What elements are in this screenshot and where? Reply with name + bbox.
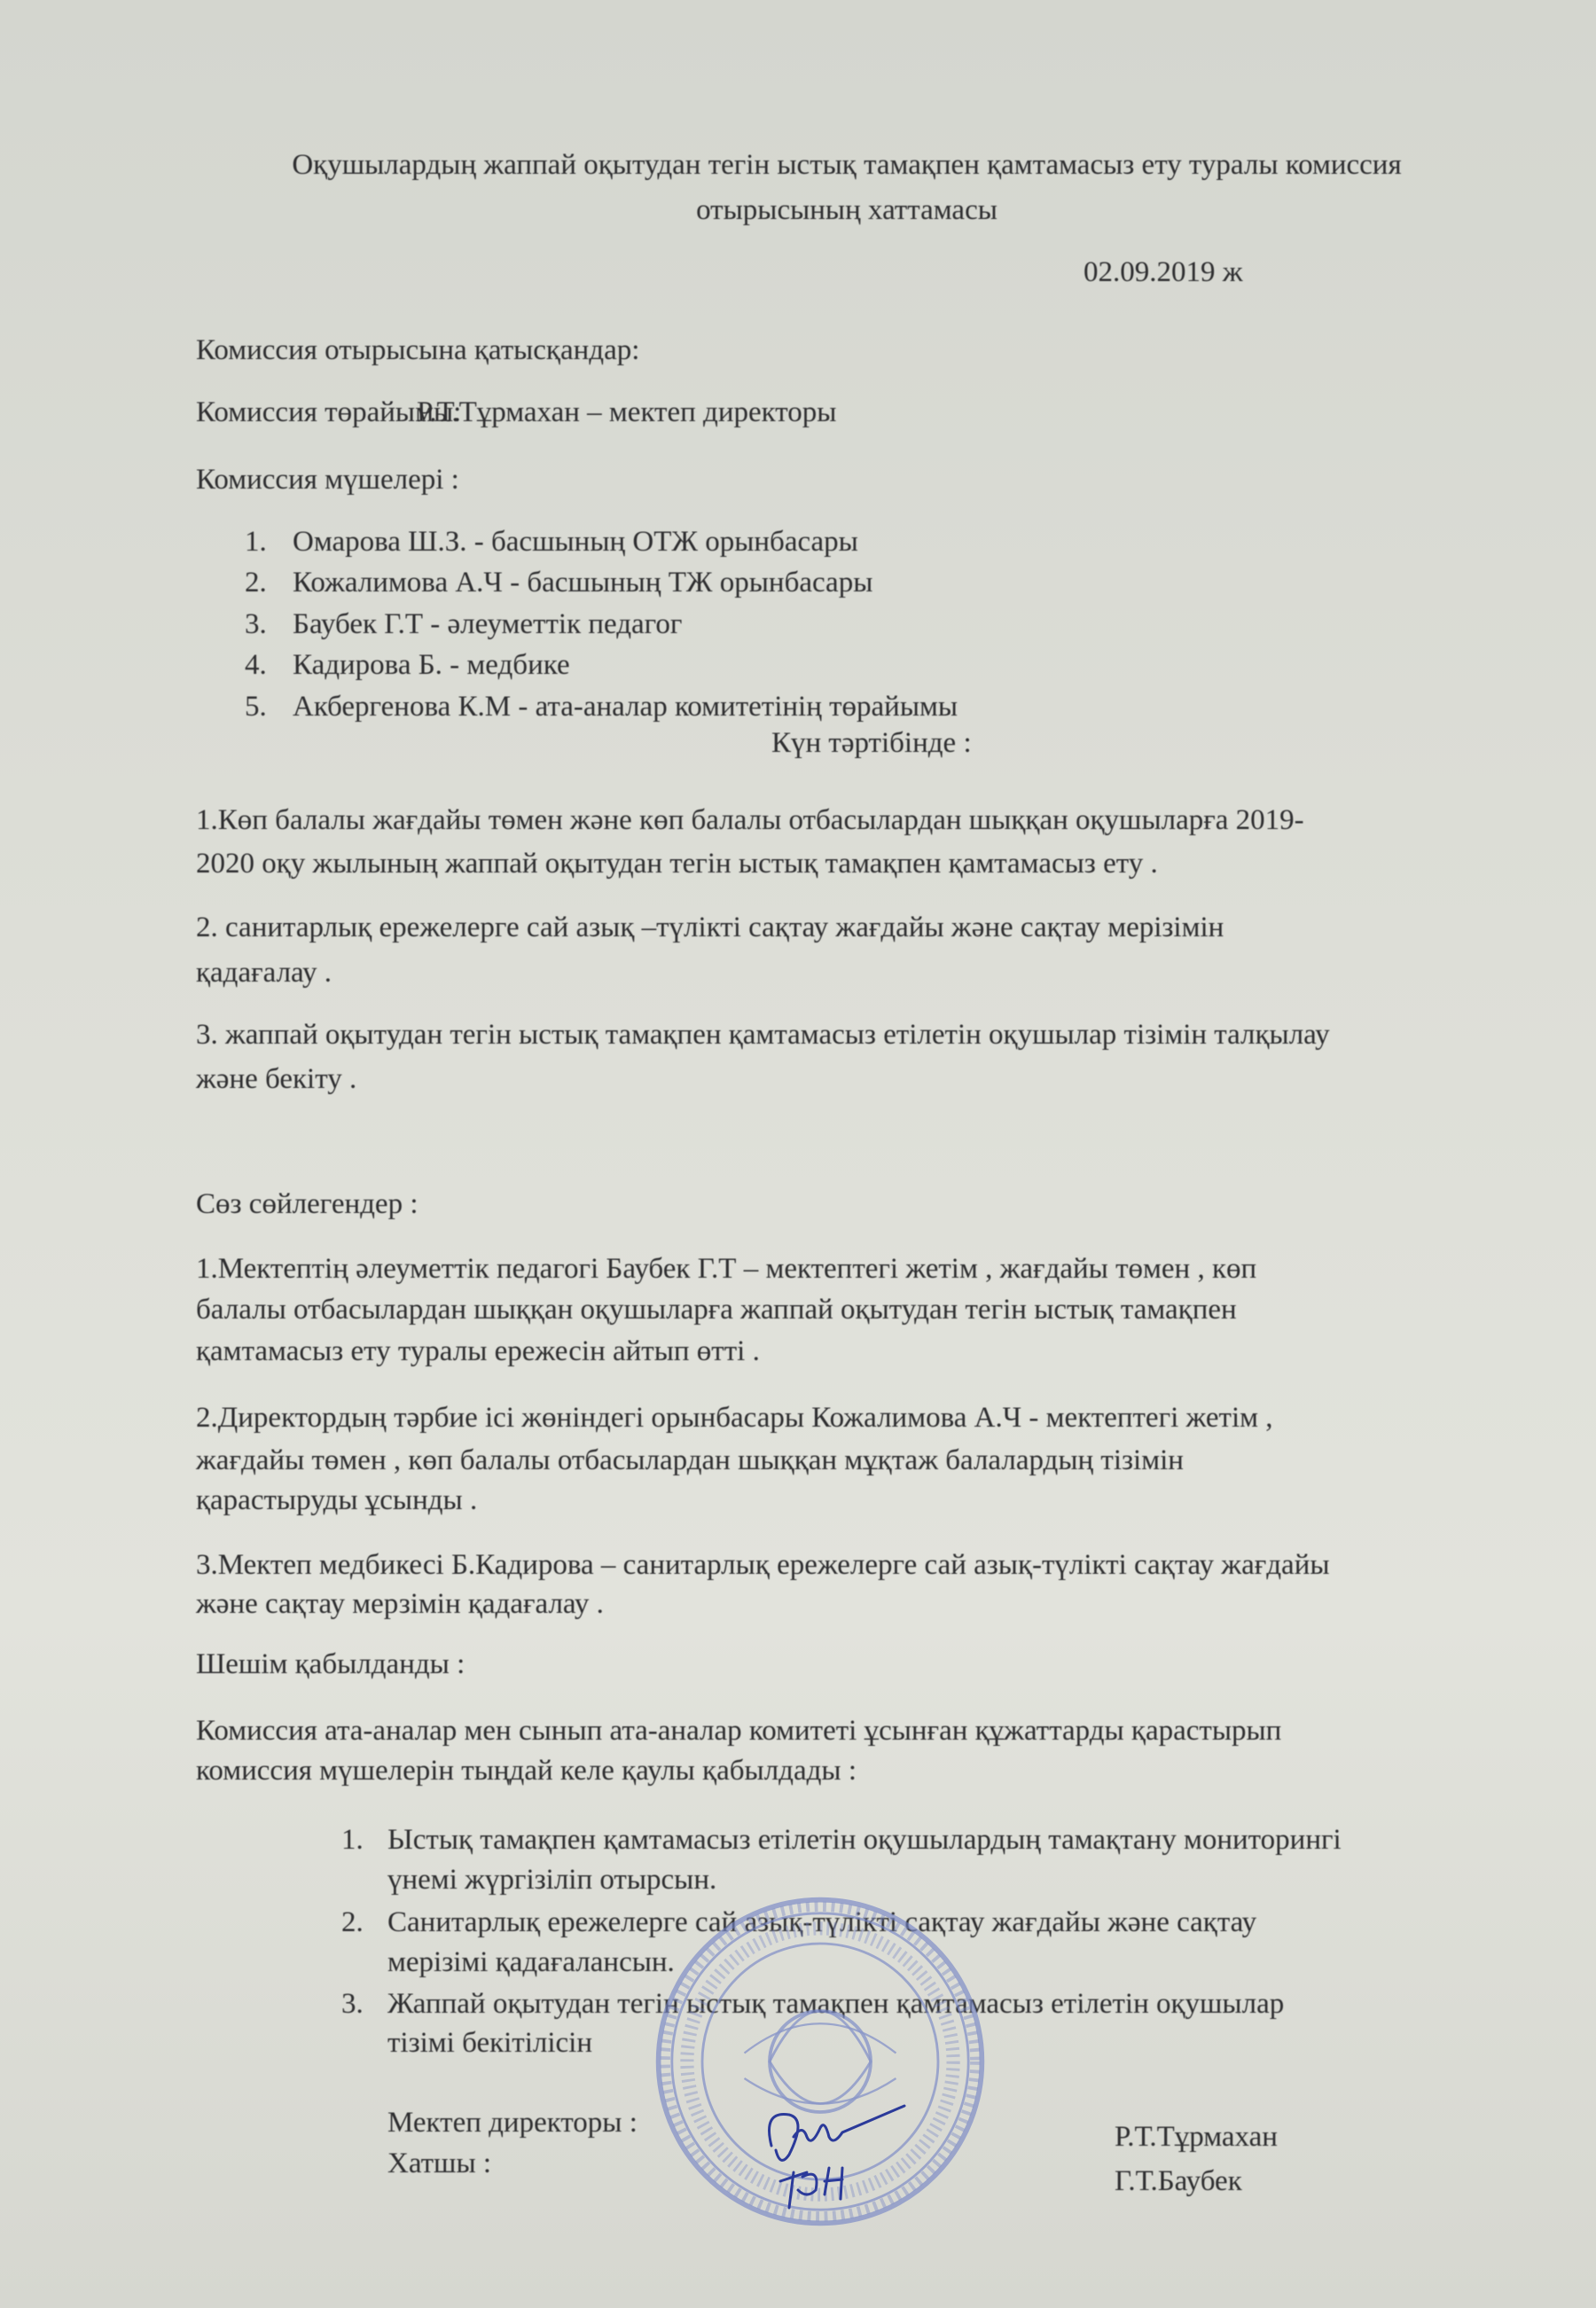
title-line-2: отырысының хаттамасы: [696, 194, 998, 226]
member-number: 2.: [245, 567, 267, 599]
speaker-line: қарастыруды ұсынды .: [196, 1484, 478, 1516]
decision-number: 3.: [341, 1988, 364, 2020]
decision-number: 1.: [341, 1824, 364, 1856]
decision-intro-line: Комиссия ата-аналар мен сынып ата-аналар комитеті ұсынған құжаттарды қарастырып: [196, 1715, 1282, 1747]
decision-intro-line: комиссия мүшелерін тыңдай келе қаулы қабылдады :: [196, 1755, 857, 1787]
speaker-line: 2.Директордың тәрбие ісі жөніндегі орынбасары Кожалимова А.Ч - мектептегі жетім ,: [196, 1402, 1273, 1434]
member-item: Кадирова Б. - медбике: [293, 649, 570, 681]
member-item: Акбергенова К.М - ата-аналар комитетінің төрайымы: [293, 691, 958, 723]
chair-label: Комиссия төрайымы:: [196, 396, 462, 428]
member-item: Кожалимова А.Ч - басшының ТЖ орынбасары: [293, 567, 873, 599]
member-number: 5.: [245, 691, 267, 723]
decision-line: Санитарлық ережелерге сай азық-түлікті сақтау жағдайы және сақтау: [387, 1906, 1257, 1938]
signature-role: Мектеп директоры :: [387, 2107, 638, 2139]
speaker-line: жағдайы төмен , көп балалы отбасылардан шыққан мұқтаж балалардың тізімін: [196, 1444, 1184, 1476]
document-date: 02.09.2019 ж: [1084, 256, 1243, 288]
decision-line: үнемі жүргізіліп отырсын.: [387, 1864, 717, 1896]
title-line-1: Оқушылардың жаппай оқытудан тегін ыстық тамақпен қамтамасыз ету туралы комиссия: [292, 149, 1402, 181]
member-number: 4.: [245, 649, 267, 681]
speaker-line: 3.Мектеп медбикесі Б.Кадирова – санитарлық ережелерге сай азық-түлікті сақтау жағдайы: [196, 1549, 1330, 1581]
decision-line: Ыстық тамақпен қамтамасыз етілетін оқушылардың тамақтану мониторингі: [387, 1824, 1342, 1856]
decision-line: тізімі бекітілісін: [387, 2027, 592, 2059]
signature-name: Р.Т.Тұрмахан: [1115, 2121, 1278, 2153]
member-item: Баубек Г.Т - әлеуметтік педагог: [293, 608, 683, 640]
agenda-item-line: қадағалау .: [196, 957, 332, 989]
member-number: 1.: [245, 526, 267, 558]
signature-name: Г.Т.Баубек: [1115, 2165, 1242, 2197]
speaker-line: және сақтау мерзімін қадағалау .: [196, 1588, 604, 1620]
decision-label: Шешім қабылданды :: [196, 1648, 466, 1680]
chair-value: Р.Т.Тұрмахан – мектеп директоры: [417, 396, 837, 428]
members-label: Комиссия мүшелері :: [196, 464, 459, 496]
speaker-line: қамтамасыз ету туралы ережесін айтып өтті .: [196, 1335, 760, 1367]
agenda-item-line: және бекіту .: [196, 1063, 357, 1095]
decision-number: 2.: [341, 1906, 364, 1938]
attendees-label: Комиссия отырысына қатысқандар:: [196, 334, 640, 366]
signature-role: Хатшы :: [387, 2148, 492, 2179]
agenda-label: Күн тәртібінде :: [771, 727, 972, 759]
member-number: 3.: [245, 608, 267, 640]
agenda-item-line: 2. санитарлық ережелерге сай азық –түлікті сақтау жағдайы және сақтау мерізімін: [196, 911, 1224, 943]
handwritten-signature-icon: [754, 2084, 922, 2217]
agenda-item-line: 2020 оқу жылының жаппай оқытудан тегін ыстық тамақпен қамтамасыз ету .: [196, 848, 1158, 880]
speaker-line: балалы отбасылардан шыққан оқушыларға жаппай оқытудан тегін ыстық тамақпен: [196, 1294, 1237, 1326]
decision-line: Жаппай оқытудан тегін ыстық тамақпен қамтамасыз етілетін оқушылар: [387, 1988, 1285, 2020]
decision-line: мерізімі қадағалансын.: [387, 1946, 675, 1978]
agenda-item-line: 3. жаппай оқытудан тегін ыстық тамақпен қамтамасыз етілетін оқушылар тізімін талқылау: [196, 1019, 1330, 1051]
member-item: Омарова Ш.З. - басшының ОТЖ орынбасары: [293, 526, 858, 558]
speaker-line: 1.Мектептің әлеуметтік педагогі Баубек Г.Т – мектептегі жетім , жағдайы төмен , көп: [196, 1253, 1257, 1285]
speakers-label: Сөз сөйлегендер :: [196, 1188, 419, 1220]
agenda-item-line: 1.Көп балалы жағдайы төмен және көп балалы отбасылардан шыққан оқушыларға 2019-: [196, 804, 1304, 836]
